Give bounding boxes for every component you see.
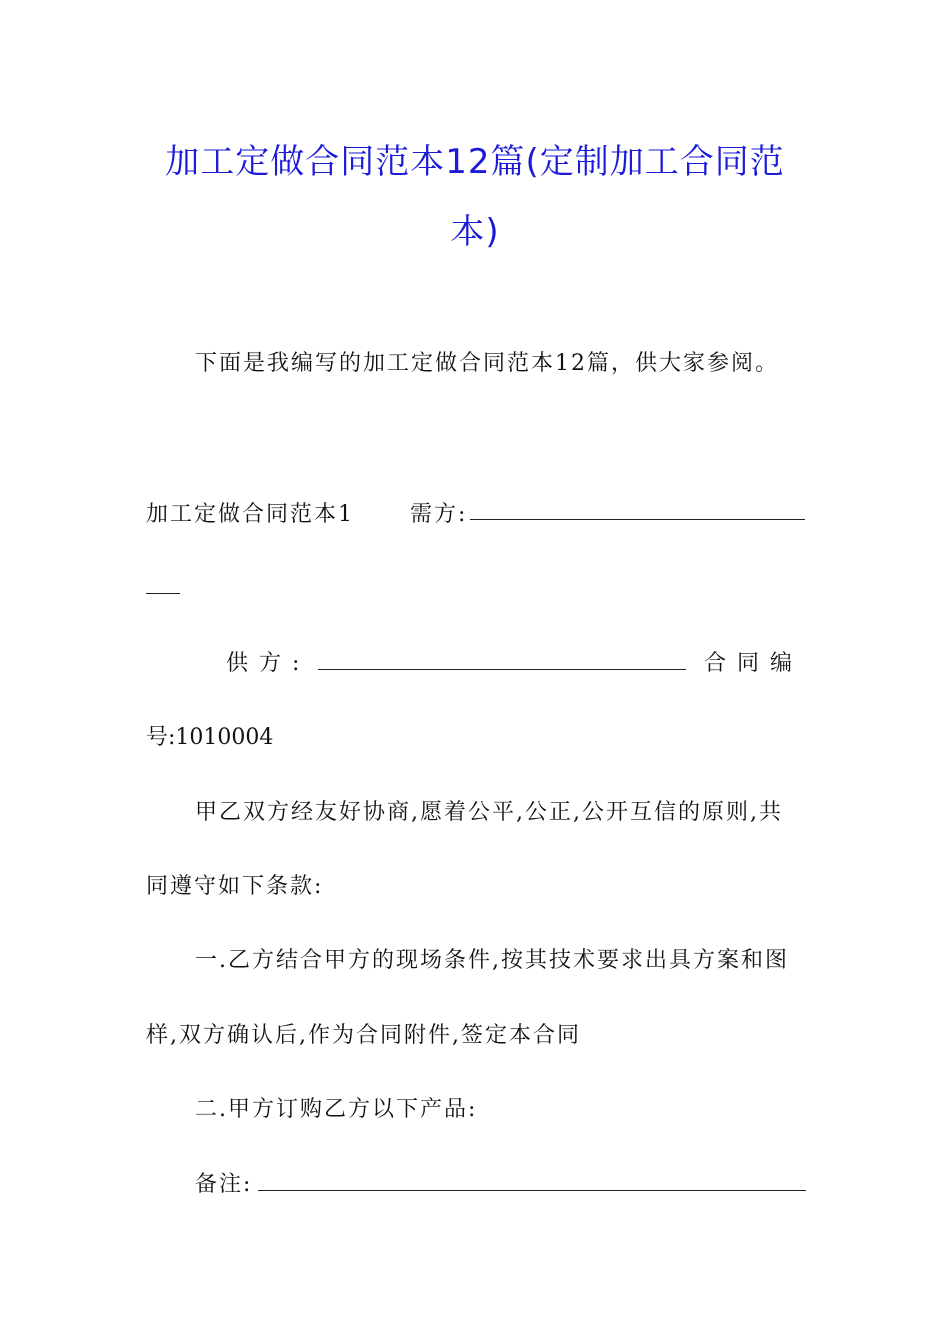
document-title-line2: 本) (450, 212, 500, 252)
supply-party-label: 供 方 : (226, 651, 302, 676)
remarks-label: 备注: (195, 1172, 253, 1197)
contract-no-label-part2: 号: (146, 725, 176, 750)
section-heading: 加工定做合同范本1 (146, 502, 354, 527)
document-title-line1: 加工定做合同范本12篇(定制加工合同范 (165, 142, 785, 182)
contract-no-label-part1: 合 同 编 (704, 651, 794, 676)
supply-party-blank[interactable] (318, 668, 686, 670)
paragraph-1-line-1: 甲乙双方经友好协商,愿着公平,公正,公开互信的原则,共 (195, 800, 783, 825)
item-1-line-2: 样,双方确认后,作为合同附件,签定本合同 (146, 1023, 581, 1048)
item-2: 二.甲方订购乙方以下产品: (195, 1097, 478, 1122)
demand-party-blank-continued[interactable] (146, 592, 180, 594)
paragraph-1-line-2: 同遵守如下条款: (146, 874, 324, 899)
item-1-line-1: 一.乙方结合甲方的现场条件,按其技术要求出具方案和图 (195, 948, 789, 973)
demand-party-label: 需方: (410, 502, 468, 527)
contract-no-line (146, 720, 273, 751)
remarks-blank[interactable] (258, 1189, 806, 1191)
intro-paragraph: 下面是我编写的加工定做合同范本12篇，供大家参阅。 (195, 351, 779, 376)
contract-no-value: 1010004 (175, 725, 274, 750)
demand-party-blank[interactable] (470, 518, 805, 520)
